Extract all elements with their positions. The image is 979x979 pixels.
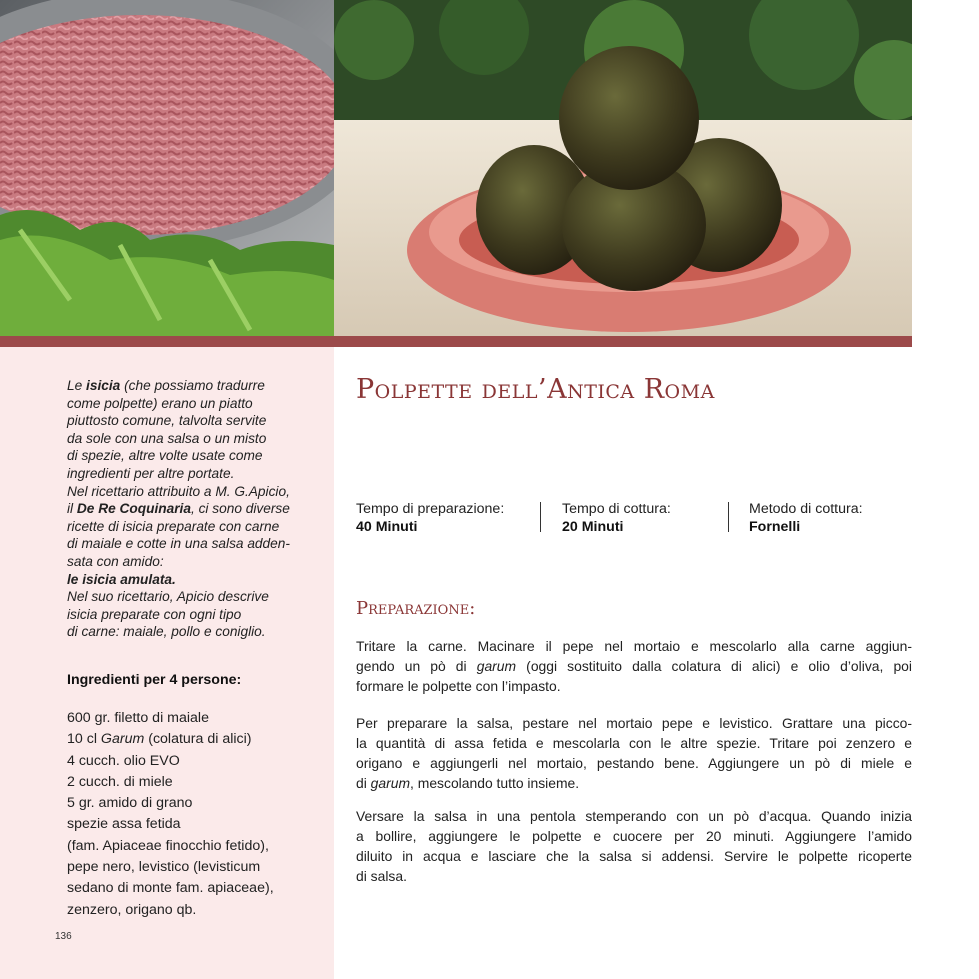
ingredient-item: 2 cucch. di miele [67, 773, 173, 790]
page-number: 136 [55, 931, 72, 942]
ingredient-item: (fam. Apiaceae finocchio fetido), [67, 837, 269, 854]
cook-time: Tempo di cottura: 20 Minuti [562, 501, 671, 535]
prep-time: Tempo di preparazione: 40 Minuti [356, 501, 505, 535]
step-paragraph: Versare la salsa in una pentola stemperando con un pò d’acqua. Quando inizia a bollire, aggiungere le polpette e cuocere per 20 minuti. Aggiungere l’amido diluito in acqua e lasciare che la salsa si addensi. Servire le polpette ricoperte di salsa. [356, 808, 912, 884]
ingredient-item: pepe nero, levistico (levisticum [67, 859, 261, 876]
ingredient-item: spezie assa fetida [67, 816, 181, 833]
recipe-title: Polpette dell’Antica Roma [356, 374, 715, 405]
ingredient-item: zenzero, origano qb. [67, 901, 197, 918]
minced-meat-photo [0, 0, 334, 336]
ingredient-item: 600 gr. filetto di maiale [67, 710, 209, 726]
step-paragraph: Per preparare la salsa, pestare nel mortaio pepe e levistico. Grattare una picco- la quantità di assa fetida e mescolarla con le altre spezie. Tritare poi zenzero e origano e aggiungerli nel mortaio, pestando bene. Aggiungere un pò di miele e di garum, mescolando tutto insieme. [356, 715, 912, 791]
intro-text: Le isicia (che possiamo tradurre come polpette) erano un piatto piuttosto comune, talvolta servite da sole con una salsa o un misto di spezie, altre volte usate come ingredienti per altre portate. Nel ricettario attribuito a M. G.Apicio, il De Re Coquinaria, ci sono diverse ricette di isicia preparate con carne di maiale e cotte in una salsa adden- sata con amido: le isicia amulata. Nel suo ricettario, Apicio descrive isicia preparate con ogni tipo di carne: maiale, pollo e coniglio. [67, 378, 290, 640]
step-paragraph: Tritare la carne. Macinare il pepe nel mortaio e mescolarlo alla carne aggiun- gendo un pò di garum (oggi sostituito dalla colatura di alici) e olio d’oliva, poi formare le polpette con l’impasto. [356, 638, 912, 694]
ingredient-item: 5 gr. amido di grano [67, 795, 193, 812]
meatballs-photo [334, 0, 912, 336]
ingredient-item: sedano di monte fam. apiaceae), [67, 880, 274, 897]
minced-meat-illustration [0, 0, 334, 336]
meta-separator [728, 502, 729, 532]
ingredient-item: 10 cl Garum (colatura di alici) [67, 731, 252, 748]
ingredients-list [67, 708, 329, 921]
divider-bar [0, 336, 912, 347]
ingredient-item: 4 cucch. olio EVO [67, 752, 180, 769]
ingredients-title: Ingredienti per 4 persone: [67, 672, 242, 688]
cook-method: Metodo di cottura: Fornelli [749, 501, 863, 535]
meatballs-bowl-illustration [334, 0, 912, 336]
section-title: Preparazione: [356, 598, 476, 619]
meta-separator [540, 502, 541, 532]
